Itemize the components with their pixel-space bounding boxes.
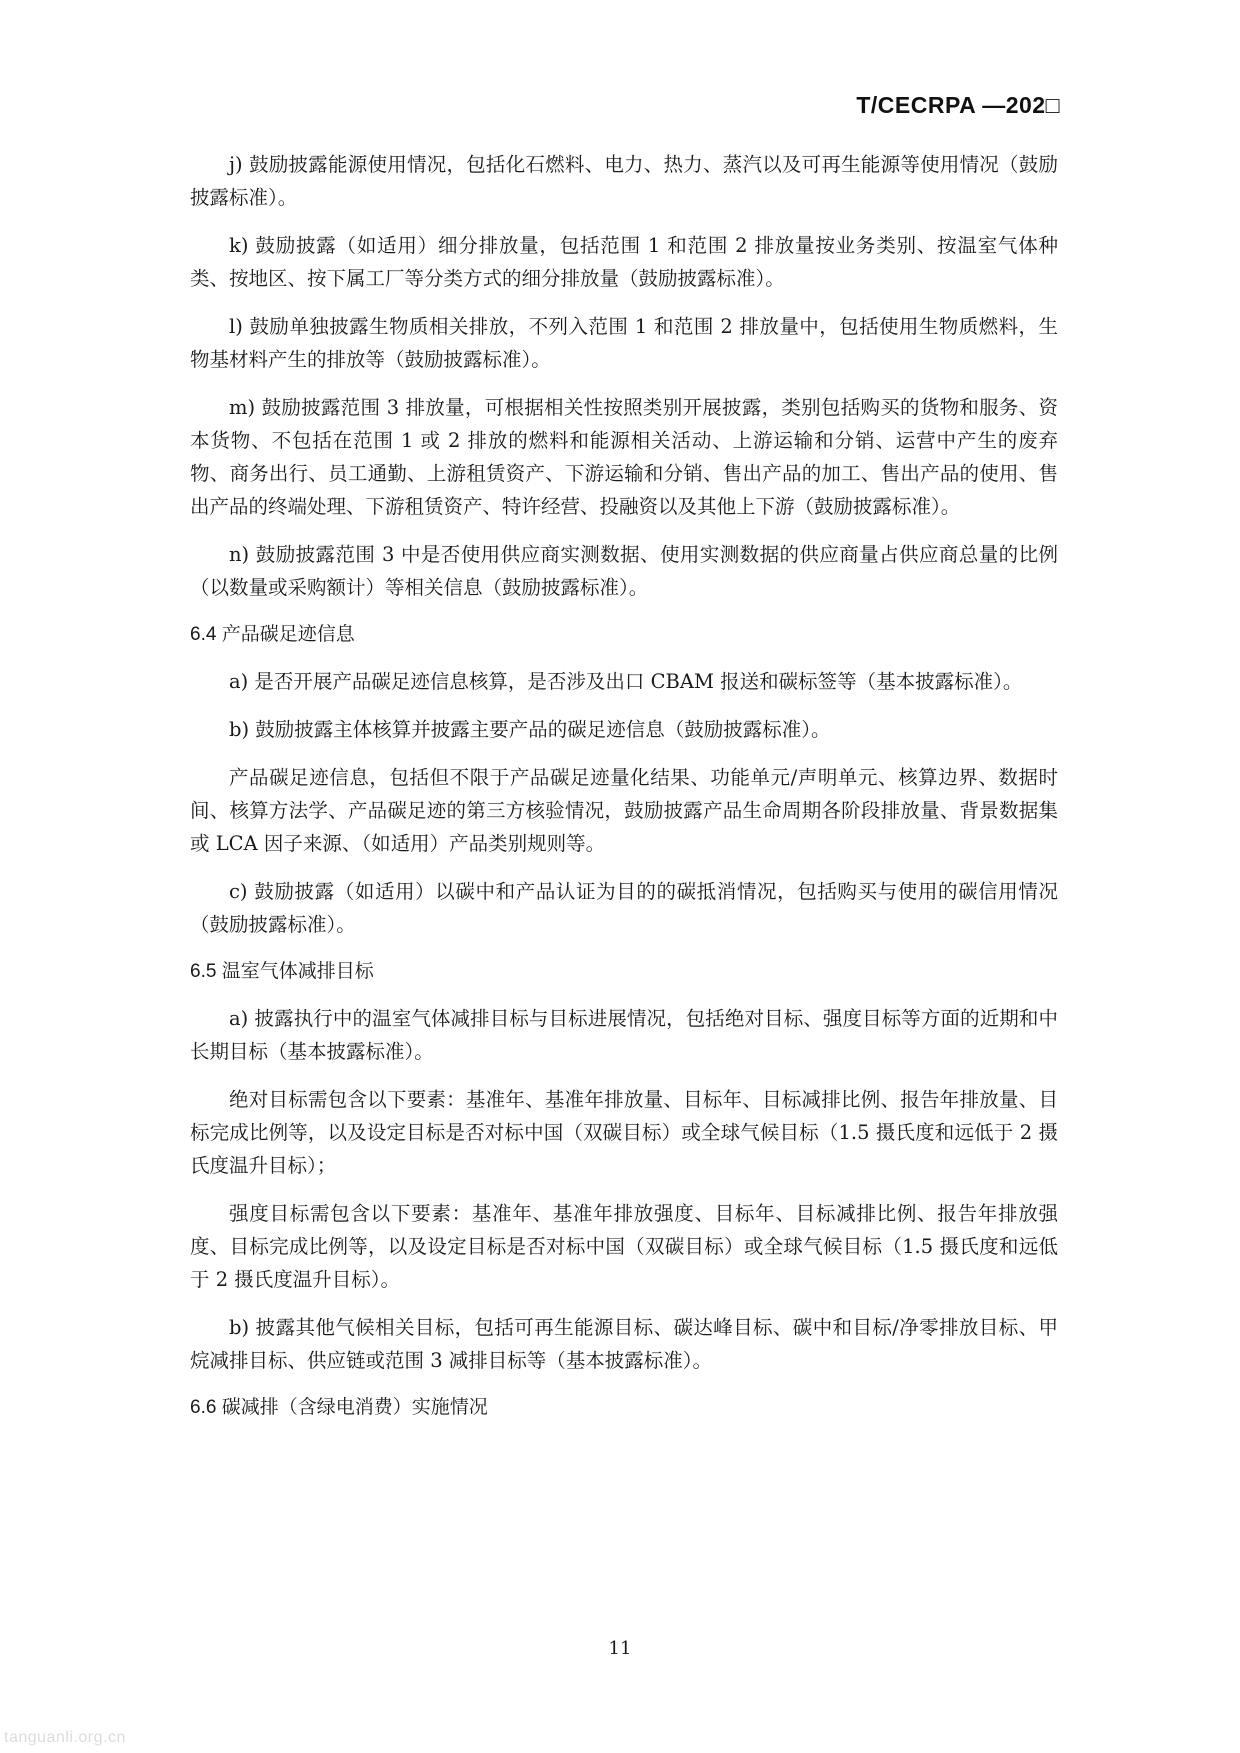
standard-code-header: T/CECRPA —202□ (856, 92, 1060, 118)
section-title-6-4: 6.4 产品碳足迹信息 (190, 624, 355, 645)
item-l: l) 鼓励单独披露生物质相关排放，不列入范围 1 和范围 2 排放量中，包括使用生物质燃料，生物基材料产生的排放等（鼓励披露标准）。 (190, 315, 1058, 371)
section-6-4-item-c: c) 鼓励披露（如适用）以碳中和产品认证为目的的碳抵消情况，包括购买与使用的碳信用情况（鼓励披露标准）。 (190, 880, 1058, 936)
section-6-5-item-b: b) 披露其他气候相关目标，包括可再生能源目标、碳达峰目标、碳中和目标/净零排放目标、甲烷减排目标、供应链或范围 3 减排目标等（基本披露标准）。 (190, 1316, 1058, 1372)
page-number: 11 (608, 1638, 632, 1659)
section-6-4-item-a: a) 是否开展产品碳足迹信息核算，是否涉及出口 CBAM 报送和碳标签等（基本披露标准）。 (229, 670, 1023, 693)
item-j: j) 鼓励披露能源使用情况，包括化石燃料、电力、热力、蒸汽以及可再生能源等使用情况（鼓励披露标准）。 (190, 153, 1058, 209)
item-n: n) 鼓励披露范围 3 中是否使用供应商实测数据、使用实测数据的供应商量占供应商总量的比例（以数量或采购额计）等相关信息（鼓励披露标准）。 (190, 543, 1058, 599)
document-body (190, 148, 1058, 1438)
section-6-4-item-b-detail: 产品碳足迹信息，包括但不限于产品碳足迹量化结果、功能单元/声明单元、核算边界、数据时间、核算方法学、产品碳足迹的第三方核验情况，鼓励披露产品生命周期各阶段排放量、背景数据集或 LCA 因子来源、（如适用）产品类别规则等。 (190, 766, 1058, 855)
item-k: k) 鼓励披露（如适用）细分排放量，包括范围 1 和范围 2 排放量按业务类别、按温室气体种类、按地区、按下属工厂等分类方式的细分排放量（鼓励披露标准）。 (190, 234, 1058, 290)
section-6-4-item-b: b) 鼓励披露主体核算并披露主要产品的碳足迹信息（鼓励披露标准）。 (229, 718, 831, 741)
section-title-6-5: 6.5 温室气体减排目标 (190, 961, 374, 982)
section-6-5-absolute-target: 绝对目标需包含以下要素：基准年、基准年排放量、目标年、目标减排比例、报告年排放量、目标完成比例等，以及设定目标是否对标中国（双碳目标）或全球气候目标（1.5 摄氏度和远低于 2 摄氏度温升目标）； (190, 1088, 1058, 1177)
watermark: tanguanli.org.cn (4, 1729, 126, 1746)
section-6-5-item-a: a) 披露执行中的温室气体减排目标与目标进展情况，包括绝对目标、强度目标等方面的近期和中长期目标（基本披露标准）。 (190, 1007, 1058, 1063)
item-m: m) 鼓励披露范围 3 排放量，可根据相关性按照类别开展披露，类别包括购买的货物和服务、资本货物、不包括在范围 1 或 2 排放的燃料和能源相关活动、上游运输和分销、运营中产生的废弃物、商务出行、员工通勤、上游租赁资产、下游运输和分销、售出产品的加工、售出产品的使用、售出产品的终端处理、下游租赁资产、特许经营、投融资以及其他上下游（鼓励披露标准）。 (190, 396, 1058, 518)
section-title-6-6: 6.6 碳减排（含绿电消费）实施情况 (190, 1397, 488, 1418)
section-6-5-intensity-target: 强度目标需包含以下要素：基准年、基准年排放强度、目标年、目标减排比例、报告年排放强度、目标完成比例等，以及设定目标是否对标中国（双碳目标）或全球气候目标（1.5 摄氏度和远低于 2 摄氏度温升目标）。 (190, 1202, 1058, 1291)
